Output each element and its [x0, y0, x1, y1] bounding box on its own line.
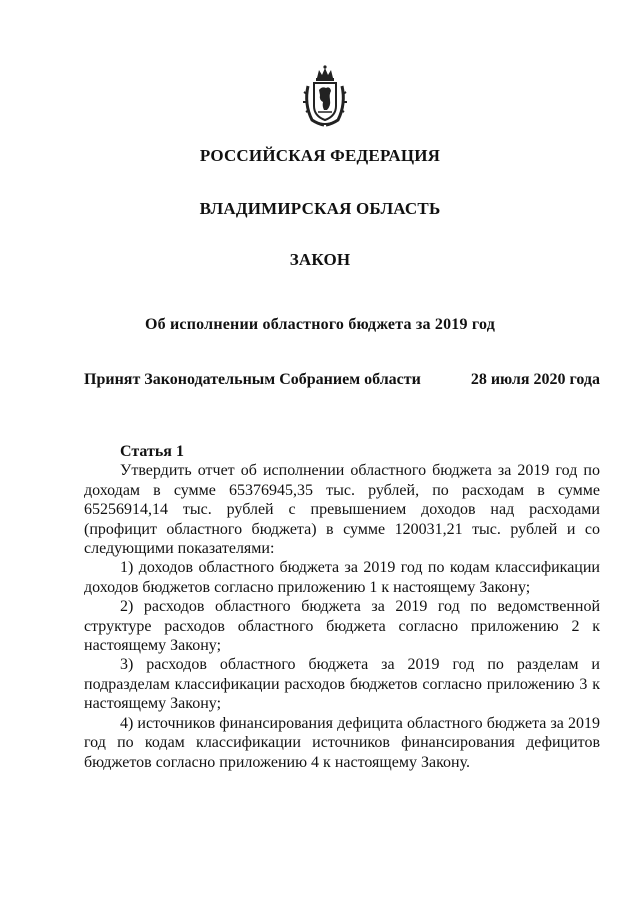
article-heading: Статья 1	[120, 443, 184, 460]
country-heading: РОССИЙСКАЯ ФЕДЕРАЦИЯ	[199, 146, 441, 165]
article-item: 3) расходов областного бюджета за 2019 год по разделам и подразделам классификации расходов бюджетов согласно приложению 3 к настоящему Закону;	[84, 656, 600, 713]
adopted-by: Принят Законодательным Собранием области	[84, 371, 421, 388]
document-type-heading: ЗАКОН	[289, 250, 351, 269]
adoption-line	[84, 371, 600, 389]
article-item: 2) расходов областного бюджета за 2019 год по ведомственной структуре расходов областного бюджета согласно приложению 2 к настоящему Закону;	[84, 598, 600, 655]
region-heading: ВЛАДИМИРСКАЯ ОБЛАСТЬ	[199, 199, 441, 218]
coat-of-arms-icon	[302, 64, 348, 128]
law-title: Об исполнении областного бюджета за 2019 год	[144, 316, 496, 333]
article-item: 4) источников финансирования дефицита областного бюджета за 2019 год по кодам классификации источников финансирования дефицитов бюджетов согласно приложению 4 к настоящему Закону.	[84, 714, 600, 771]
article-1	[84, 442, 600, 772]
adoption-date: 28 июля 2020 года	[470, 371, 600, 388]
article-intro-paragraph: Утвердить отчет об исполнении областного бюджета за 2019 год по доходам в сумме 65376945,35 тыс. рублей, по расходам в сумме 65256914,14 тыс. рублей с превышением доходов над расходами (профицит областного бюджета) в сумме 120031,21 тыс. рублей и со следующими показателями:	[84, 462, 600, 558]
article-item: 1) доходов областного бюджета за 2019 год по кодам классификации доходов бюджетов согласно приложению 1 к настоящему Закону;	[84, 559, 600, 596]
